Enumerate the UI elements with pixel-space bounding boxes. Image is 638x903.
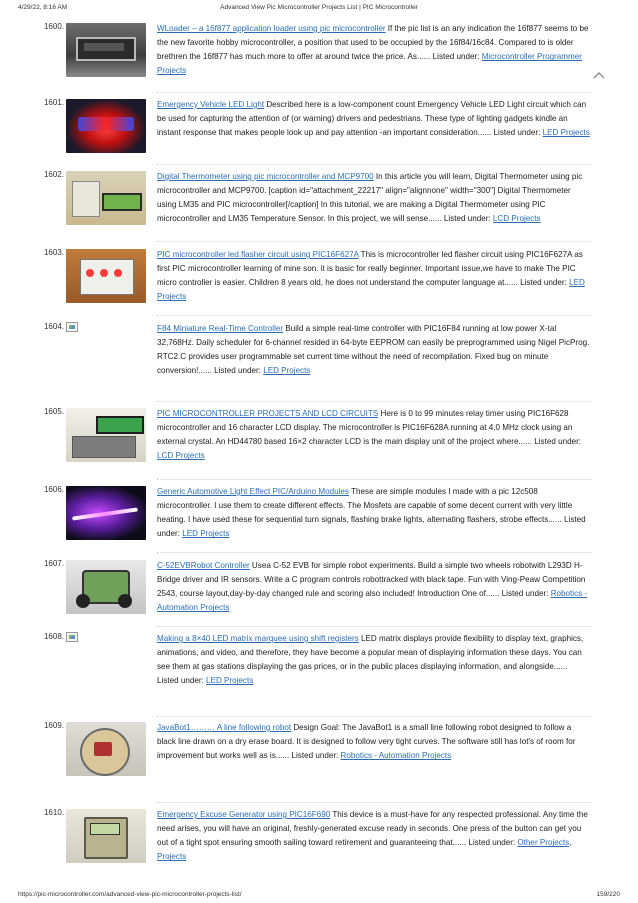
category-separator: , (569, 838, 572, 848)
project-thumbnail[interactable] (66, 99, 146, 153)
category-link[interactable]: LED Projects (182, 529, 230, 539)
list-item-number: 1609. (43, 721, 64, 730)
category-link[interactable]: Robotics - Automation Projects (157, 589, 588, 613)
category-link[interactable]: Microcontroller Programmer Projects (157, 52, 582, 76)
list-item-number: 1604. (43, 322, 64, 331)
project-summary (157, 322, 591, 378)
list-item-number: 1606. (43, 485, 64, 494)
project-title-link[interactable]: C-52EVBRobot Controller (157, 561, 250, 570)
broken-image-icon[interactable] (66, 322, 78, 332)
project-description: Design Goal: The JavaBot1 is a small line following robot designed to follow a black line drawn on a dry erase board. It is designed to follow very tight curves. The software still has lot's of room for improvement but works well as is...... Listed under: (157, 723, 576, 761)
project-summary (157, 22, 591, 78)
broken-image-icon[interactable] (66, 632, 78, 642)
project-summary (157, 248, 591, 304)
print-page-number: 159/220 (596, 891, 620, 898)
project-description: LED matrix displays provide flexibility to display text, graphics, animations, and video, and therefore, they have become a popular mean of displaying information these days. You can see them at gas stations displaying the gas prices, or in the public places displaying information, and alongside...... Listed under: (157, 634, 584, 686)
divider (157, 552, 591, 553)
print-url: https://pic-microcontroller.com/advanced-view-pic-microcontroller-projects-list/ (18, 891, 242, 898)
list-item-number: 1607. (43, 559, 64, 568)
project-thumbnail[interactable] (66, 249, 146, 303)
category-link[interactable]: LED Projects (206, 676, 254, 686)
project-thumbnail[interactable] (66, 23, 146, 77)
category-link[interactable]: LCD Projects (157, 451, 205, 461)
project-summary (157, 98, 591, 140)
divider (157, 92, 591, 93)
list-item-number: 1610. (43, 808, 64, 817)
category-link[interactable]: Other Projects (517, 838, 570, 848)
list-item-number: 1608. (43, 632, 64, 641)
project-thumbnail[interactable] (66, 486, 146, 540)
project-summary (157, 559, 591, 615)
list-item-number: 1602. (43, 170, 64, 179)
project-title-link[interactable]: Emergency Excuse Generator using PIC16F690 (157, 810, 331, 819)
category-link[interactable]: LED Projects (542, 128, 590, 138)
category-link[interactable]: LED Projects (263, 366, 311, 376)
divider (157, 626, 591, 627)
category-link[interactable]: LCD Projects (492, 214, 541, 224)
project-thumbnail[interactable] (66, 722, 146, 776)
project-description: Build a simple real-time controller with PIC16F84 running at low power X-tal 32,768Hz. Daily scheduler for 6-channel resided in 64-byte EEPROM can easily be preprogrammed using Nigel PicProg. RTC2.C provides user programmable set current time without the need of recompilation. Fixed bug on minute conversion!...... Listed under: (157, 324, 590, 376)
project-description: In this article you will learn, Digital Thermometer using pic microcontroller and MCP9700. [caption id="attachment_22217" align="alignnone" width="300"] Digital Thermometer using LM35 and PIC microcontroller[/caption] In this tutorial, we are making a Digital Thermometer using PIC microcontroller and LM35 Temperature Sensor. In this project, we will sense...... Listed under: (157, 172, 583, 224)
category-link[interactable]: LED Projects (157, 278, 585, 302)
project-title-link[interactable]: Digital Thermometer using pic microcontroller and MCP9700 (157, 172, 374, 181)
print-footer (0, 889, 638, 903)
print-title: Advanced View Pic Microcontroller Projects List | PIC Microcontroller (220, 4, 418, 11)
project-description: Described here is a low-component count Emergency Vehicle LED Light circuit which can be used for capturing the attention of (or warning) drivers and pedestrians. These type of lighting gadgets kindle an instant response that makes people look up and pay attention -an important consideration...... Listed under: (157, 100, 587, 138)
divider (157, 315, 591, 316)
divider (157, 401, 591, 402)
project-description: If the pic list is an any indication the 16f877 seems to be the new favorite hobby microcontroller, a position that used to be occupied by the 16f84/16c84. Compared to is older brethren the 16f877 has much more to offer at around twice the price. As...... Listed under: (157, 24, 589, 62)
project-title-link[interactable]: Making a 8×40 LED matrix marquee using shift registers (157, 634, 359, 643)
project-description: These are simple modules I made with a pic 12c508 microcontroller. I use them to create different effects. The Mosfets are capable of some decent current with very little heating. I have used these for sequential turn signals, flashing brake lights, alternating flashers, strobe effects...... Listed under: (157, 487, 586, 539)
project-thumbnail[interactable] (66, 809, 146, 863)
list-item-number: 1605. (43, 407, 64, 416)
project-summary (157, 485, 591, 541)
project-summary (157, 632, 591, 688)
project-description: Here is 0 to 99 minutes relay timer using PIC16F628 microcontroller and 16 character LCD display. The microcontroller is PIC16F628A running at 4.0 MHz clock using an external crystal. An HD44780 based 16×2 character LCD is the main display unit of the project where...... Listed under: (157, 409, 582, 447)
divider (157, 164, 591, 165)
category-link[interactable]: Projects (157, 852, 187, 862)
print-header (0, 0, 638, 14)
divider (157, 479, 591, 480)
print-date: 4/29/22, 8:16 AM (18, 4, 68, 11)
scroll-up-chevron-icon[interactable] (592, 68, 606, 80)
list-item-number: 1600. (43, 22, 64, 31)
project-title-link[interactable]: Emergency Vehicle LED Light (157, 100, 265, 109)
project-description: Usea C-52 EVB for simple robot experiments. Build a simple two wheels robotwith L293D H-Bridge driver and IR sensors. Write a C program controls robottracked with black tape. Fun with Ving-Peaw Competition 2543, course layout,day-by-day changed rule and scoring also included! Introduction One of...... Listed under: (157, 561, 586, 599)
list-item-number: 1601. (43, 98, 64, 107)
project-thumbnail[interactable] (66, 408, 146, 462)
project-thumbnail[interactable] (66, 171, 146, 225)
project-thumbnail[interactable] (66, 560, 146, 614)
project-title-link[interactable]: F84 Miniature Real-Time Controller (157, 324, 284, 333)
project-title-link[interactable]: PIC MICROCONTROLLER PROJECTS AND LCD CIRCUITS (157, 409, 379, 418)
project-title-link[interactable]: Generic Automotive Light Effect PIC/Arduino Modules (157, 487, 349, 496)
project-description: This device is a must-have for any respected professional. Any time the need arises, you will have an original, freshly-generated excuse ready in seconds. One press of the button can get you out of a tight spot ensuring smooth sailing toward retirement and guaranteeing that...... Listed under: (157, 810, 588, 848)
category-link[interactable]: Robotics - Automation Projects (340, 751, 452, 761)
project-summary (157, 721, 591, 763)
divider (157, 241, 591, 242)
project-title-link[interactable]: PIC microcontroller led flasher circuit using PIC16F627A (157, 250, 359, 259)
divider (157, 802, 591, 803)
list-item-number: 1603. (43, 248, 64, 257)
project-summary (157, 170, 591, 226)
project-description: This is microcontroller led flasher circuit using PIC16F627A as first PIC microcontroller learning of mine son. it is basic for really beginner. Important issue,we have to make The PIC micro controller is easier. Children 8 years old, he does not understand the computer language at...... Listed under: (157, 250, 583, 288)
project-summary (157, 407, 591, 463)
project-title-link[interactable]: JavaBot1……… A line following robot (157, 723, 292, 732)
divider (157, 716, 591, 717)
project-title-link[interactable]: WLoader – a 16f877 application loader using pic microcontroller (157, 24, 386, 33)
project-summary (157, 808, 591, 864)
